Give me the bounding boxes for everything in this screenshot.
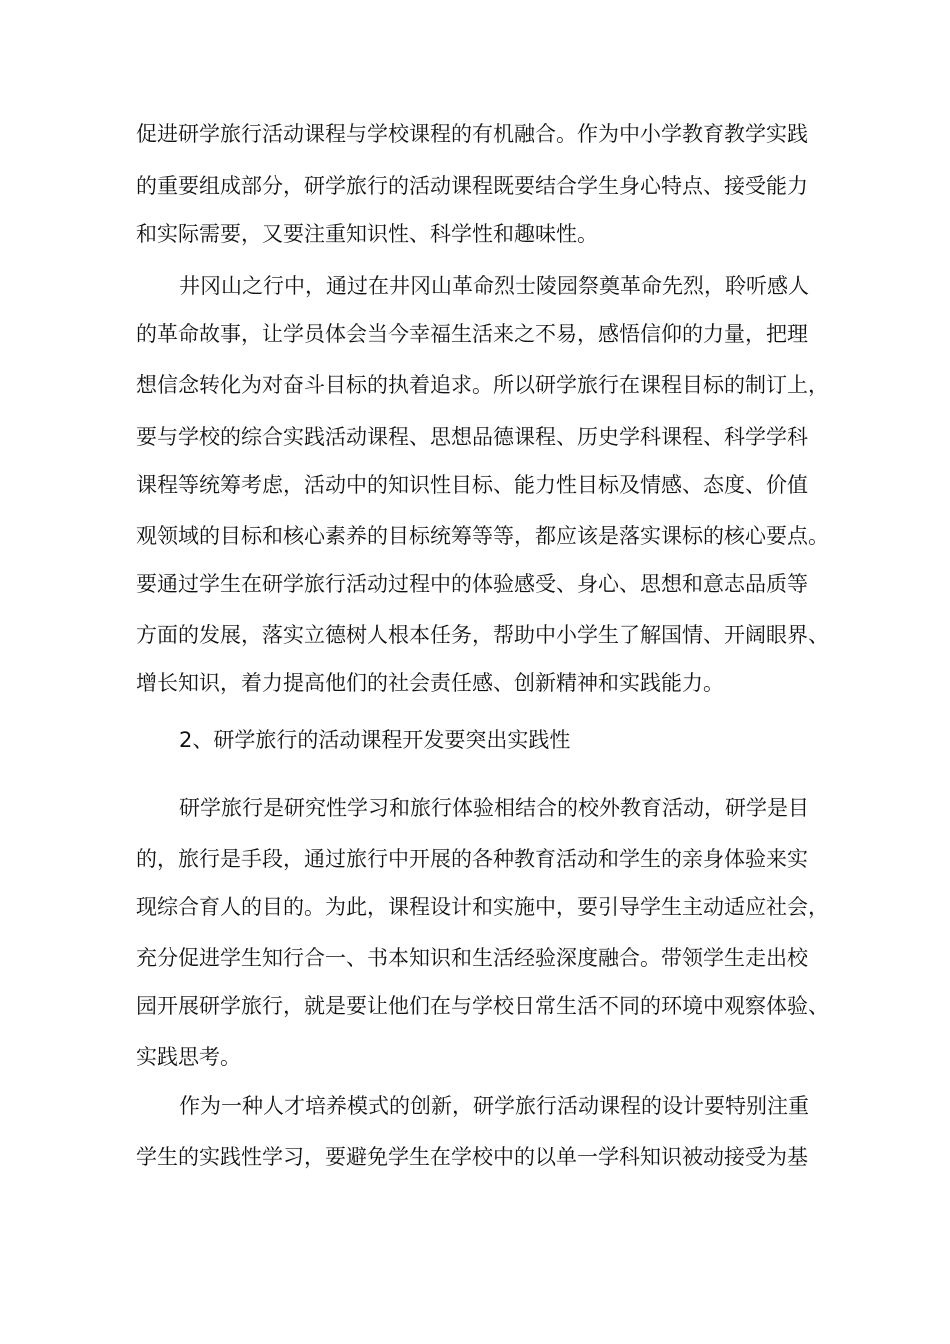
text-line: 方面的发展，落实立德树人根本任务，帮助中小学生了解国情、开阔眼界、 — [136, 623, 829, 647]
text-line: 课程等统筹考虑，活动中的知识性目标、能力性目标及情感、态度、价值 — [136, 473, 808, 497]
text-line: 要通过学生在研学旅行活动过程中的体验感受、身心、思想和意志品质等 — [136, 572, 808, 596]
heading-text: 2、研学旅行的活动课程开发要突出实践性 — [179, 728, 571, 752]
text-line: 增长知识，着力提高他们的社会责任感、创新精神和实践能力。 — [136, 671, 724, 695]
text-line: 的革命故事，让学员体会当今幸福生活来之不易，感悟信仰的力量，把理 — [136, 322, 808, 346]
text-line: 观领域的目标和核心素养的目标统筹等等，都应该是落实课标的核心要点。 — [136, 524, 829, 548]
text-line: 井冈山之行中，通过在井冈山革命烈士陵园祭奠革命先烈，聆听感人 — [179, 274, 809, 298]
text-line: 想信念转化为对奋斗目标的执着追求。所以研学旅行在课程目标的制订上， — [136, 373, 829, 397]
text-line: 充分促进学生知行合一、书本知识和生活经验深度融合。带领学生走出校 — [136, 946, 808, 970]
text-line: 学生的实践性学习，要避免学生在学校中的以单一学科知识被动接受为基 — [136, 1145, 808, 1169]
text-line: 园开展研学旅行，就是要让他们在与学校日常生活不同的环境中观察体验、 — [136, 994, 829, 1018]
text-line: 的，旅行是手段，通过旅行中开展的各种教育活动和学生的亲身体验来实 — [136, 847, 808, 871]
text-line: 的重要组成部分，研学旅行的活动课程既要结合学生身心特点、接受能力 — [136, 174, 808, 198]
text-line: 研学旅行是研究性学习和旅行体验相结合的校外教育活动，研学是目 — [179, 796, 809, 820]
text-line: 和实际需要，又要注重知识性、科学性和趣味性。 — [136, 222, 598, 246]
text-line: 实践思考。 — [136, 1045, 241, 1069]
text-line: 要与学校的综合实践活动课程、思想品德课程、历史学科课程、科学学科 — [136, 425, 808, 449]
text-line: 作为一种人才培养模式的创新，研学旅行活动课程的设计要特别注重 — [179, 1094, 809, 1118]
text-line: 促进研学旅行活动课程与学校课程的有机融合。作为中小学教育教学实践 — [136, 122, 808, 146]
text-line: 现综合育人的目的。为此，课程设计和实施中，要引导学生主动适应社会， — [136, 895, 829, 919]
